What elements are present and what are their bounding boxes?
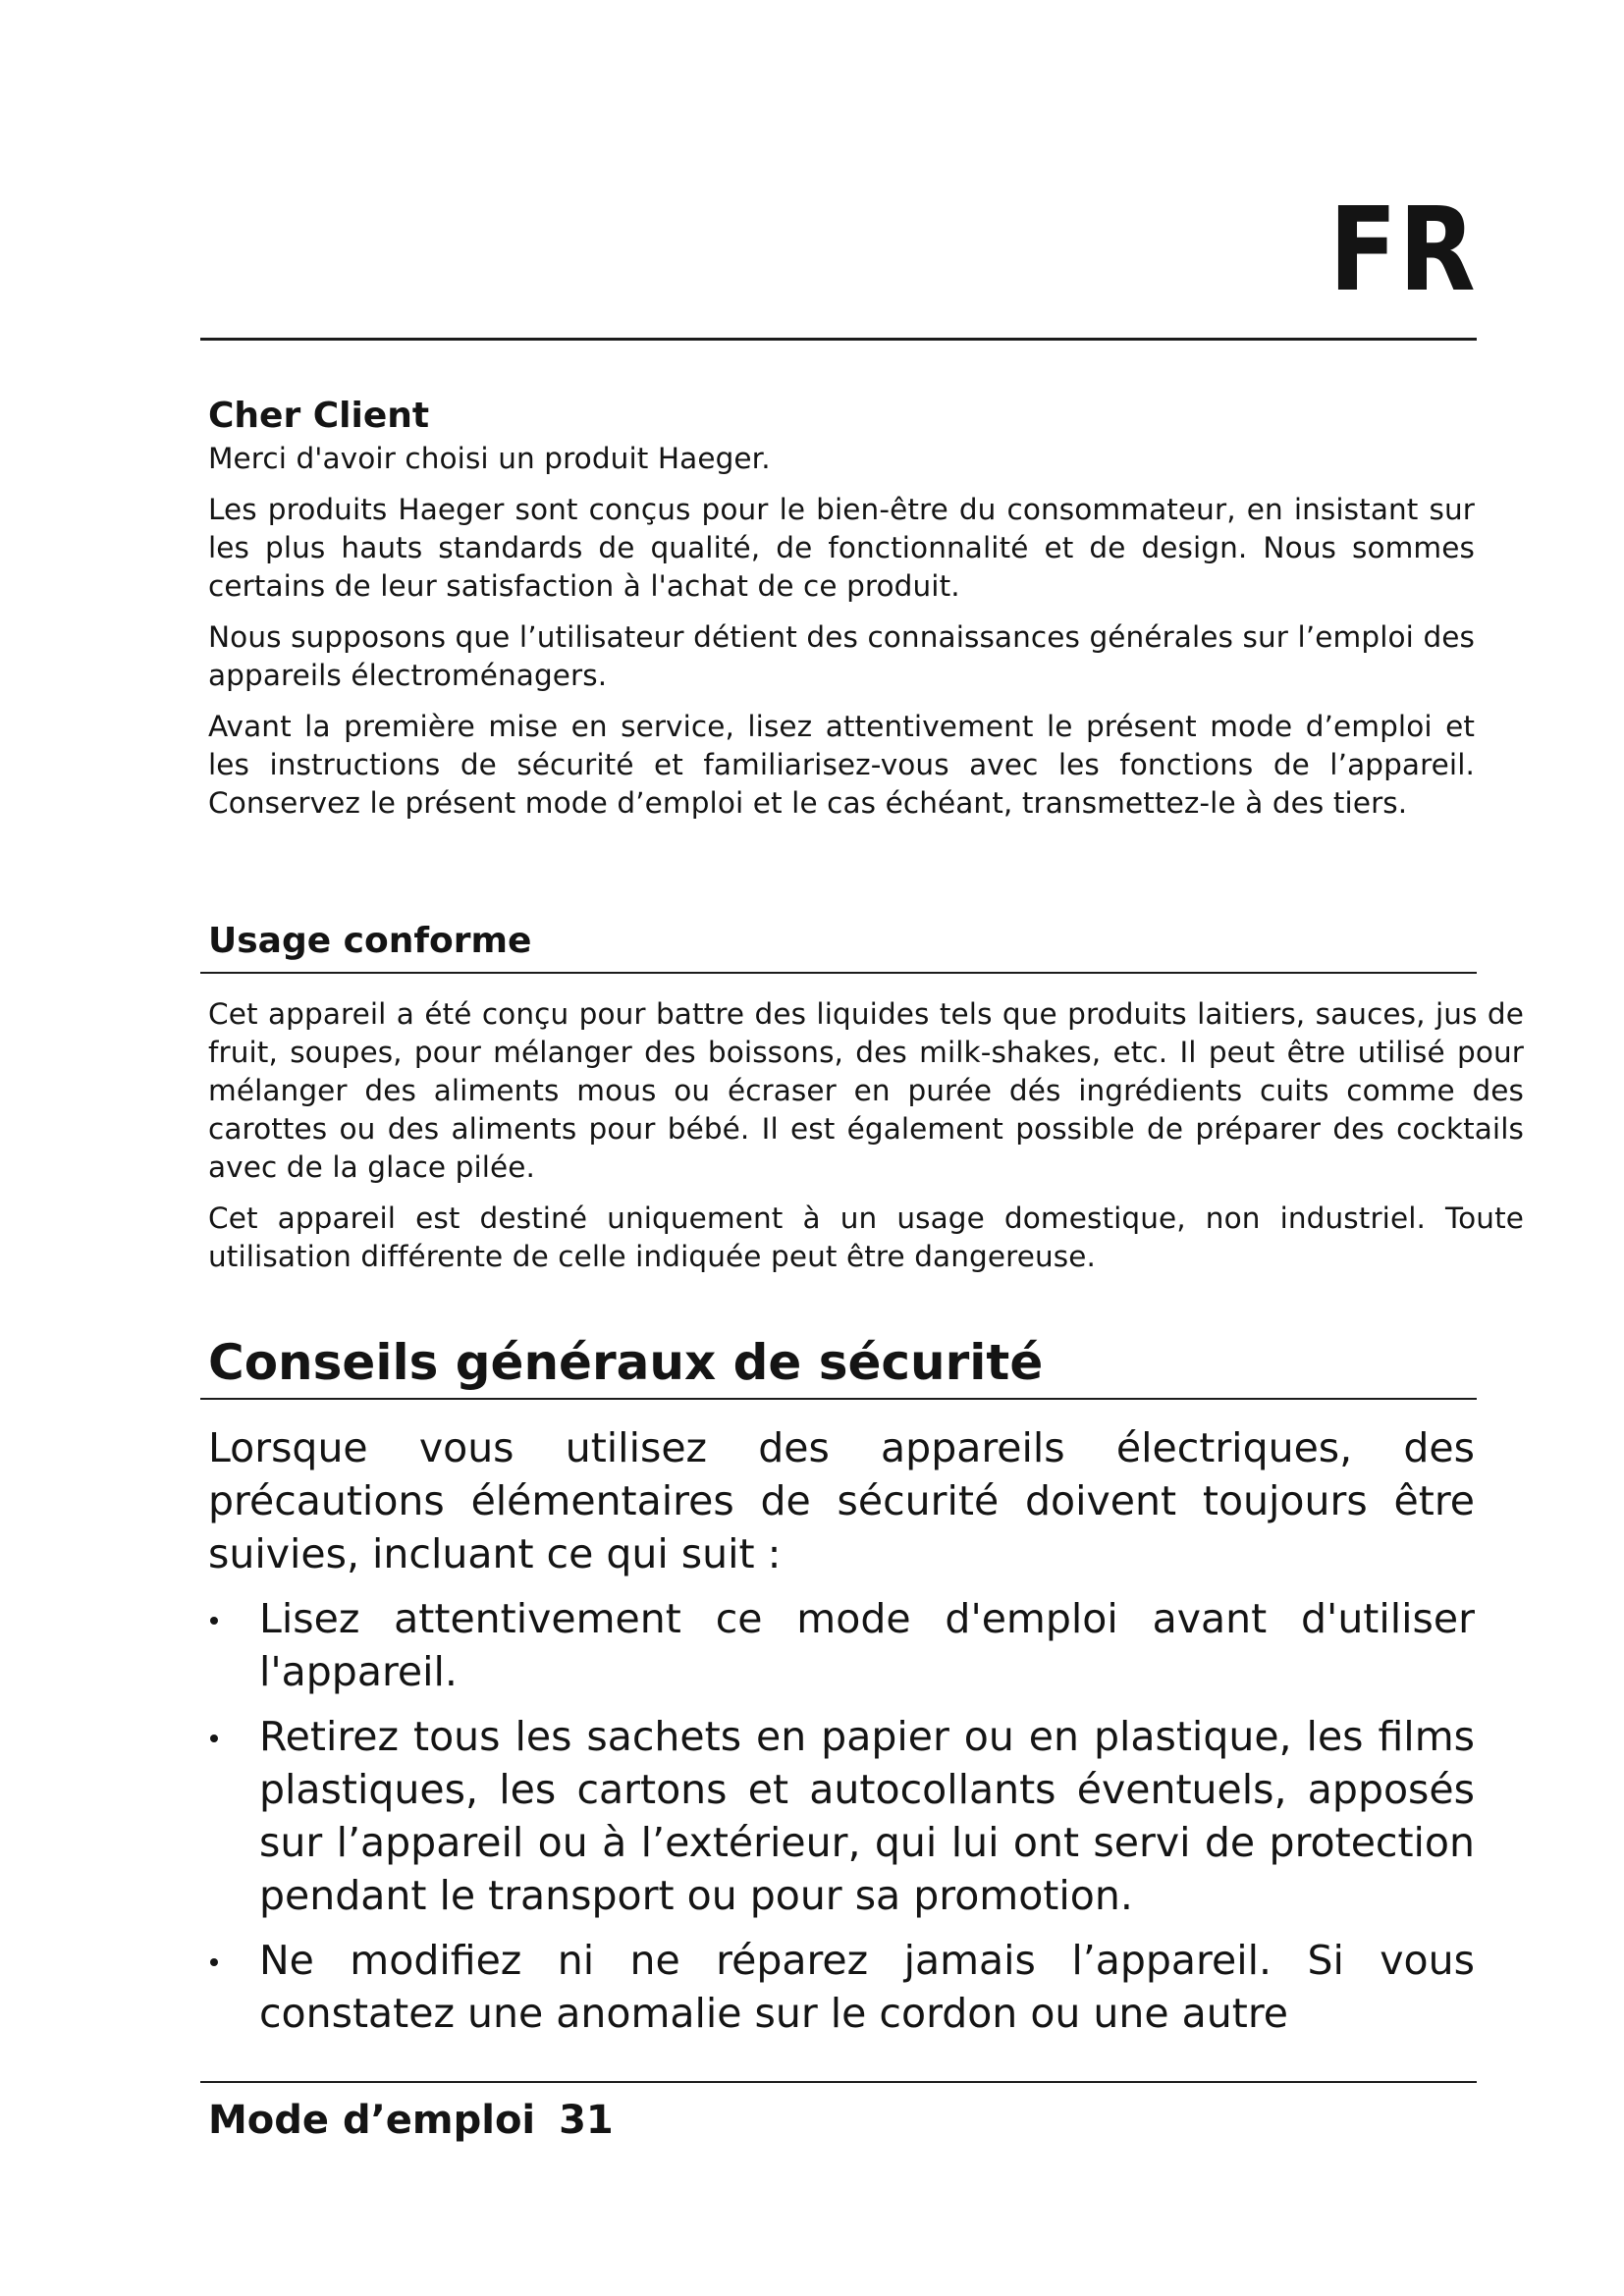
intro-paragraph: Les produits Haeger sont conçus pour le bien-être du consommateur, en insistant sur les plus hauts standards de qualité, de fonctionnalité et de design. Nous sommes certains de leur satisfaction à l'achat de ce produit. bbox=[208, 493, 1475, 603]
intro-paragraph: Merci d'avoir choisi un produit Haeger. bbox=[208, 442, 771, 475]
usage-divider bbox=[200, 972, 1477, 974]
list-item bbox=[208, 1710, 1475, 1922]
bullet-icon bbox=[210, 1958, 218, 1966]
page-number: 31 bbox=[559, 2098, 614, 2143]
usage-section bbox=[208, 995, 1524, 1289]
intro-section bbox=[208, 395, 1475, 835]
safety-title: Conseils généraux de sécurité bbox=[208, 1334, 1044, 1391]
safety-intro: Lorsque vous utilisez des appareils électriques, des précautions élémentaires de sécurité doivent toujours être suivies, incluant ce qui suit : bbox=[208, 1424, 1475, 1577]
footer-divider bbox=[200, 2081, 1477, 2083]
header-divider bbox=[200, 338, 1477, 341]
usage-title: Usage conforme bbox=[208, 921, 532, 961]
list-item bbox=[208, 1934, 1475, 2040]
intro-paragraph: Avant la première mise en service, lisez attentivement le présent mode d’emploi et les instructions de sécurité et familiarisez-vous avec les fonctions de l’appareil. Conservez le présent mode d’emploi et le cas échéant, transmettez-le à des tiers. bbox=[208, 710, 1475, 820]
usage-paragraph: Cet appareil est destiné uniquement à un usage domestique, non industriel. Toute utilisation différente de celle indiquée peut être dangereuse. bbox=[208, 1201, 1524, 1273]
list-item-text: Retirez tous les sachets en papier ou en plastique, les films plastiques, les cartons et autocollants éventuels, apposés sur l’appareil ou à l’extérieur, qui lui ont servi de protection pendant le transport ou pour sa promotion. bbox=[259, 1713, 1475, 1919]
safety-list bbox=[208, 1592, 1475, 2040]
list-item-text: Lisez attentivement ce mode d'emploi avant d'utiliser l'appareil. bbox=[259, 1595, 1475, 1695]
list-item bbox=[208, 1592, 1475, 1698]
page-footer bbox=[208, 2097, 623, 2144]
list-item-text: Ne modifiez ni ne réparez jamais l’appareil. Si vous constatez une anomalie sur le cordon ou une autre bbox=[259, 1937, 1475, 2037]
bullet-icon bbox=[210, 1617, 218, 1625]
footer-label: Mode d’emploi bbox=[208, 2098, 536, 2143]
intro-paragraph: Nous supposons que l’utilisateur détient des connaissances générales sur l’emploi des appareils électroménagers. bbox=[208, 620, 1475, 692]
intro-title: Cher Client bbox=[208, 396, 430, 436]
language-code: FR bbox=[1328, 182, 1477, 317]
safety-divider bbox=[200, 1398, 1477, 1400]
safety-section bbox=[208, 1421, 1475, 2052]
bullet-icon bbox=[210, 1735, 218, 1742]
usage-paragraph: Cet appareil a été conçu pour battre des liquides tels que produits laitiers, sauces, jus de fruit, soupes, pour mélanger des boissons, des milk-shakes, etc. Il peut être utilisé pour mélanger des aliments mous ou écraser en purée dés ingrédients cuits comme des carottes ou des aliments pour bébé. Il est également possible de préparer des cocktails avec de la glace pilée. bbox=[208, 997, 1524, 1184]
